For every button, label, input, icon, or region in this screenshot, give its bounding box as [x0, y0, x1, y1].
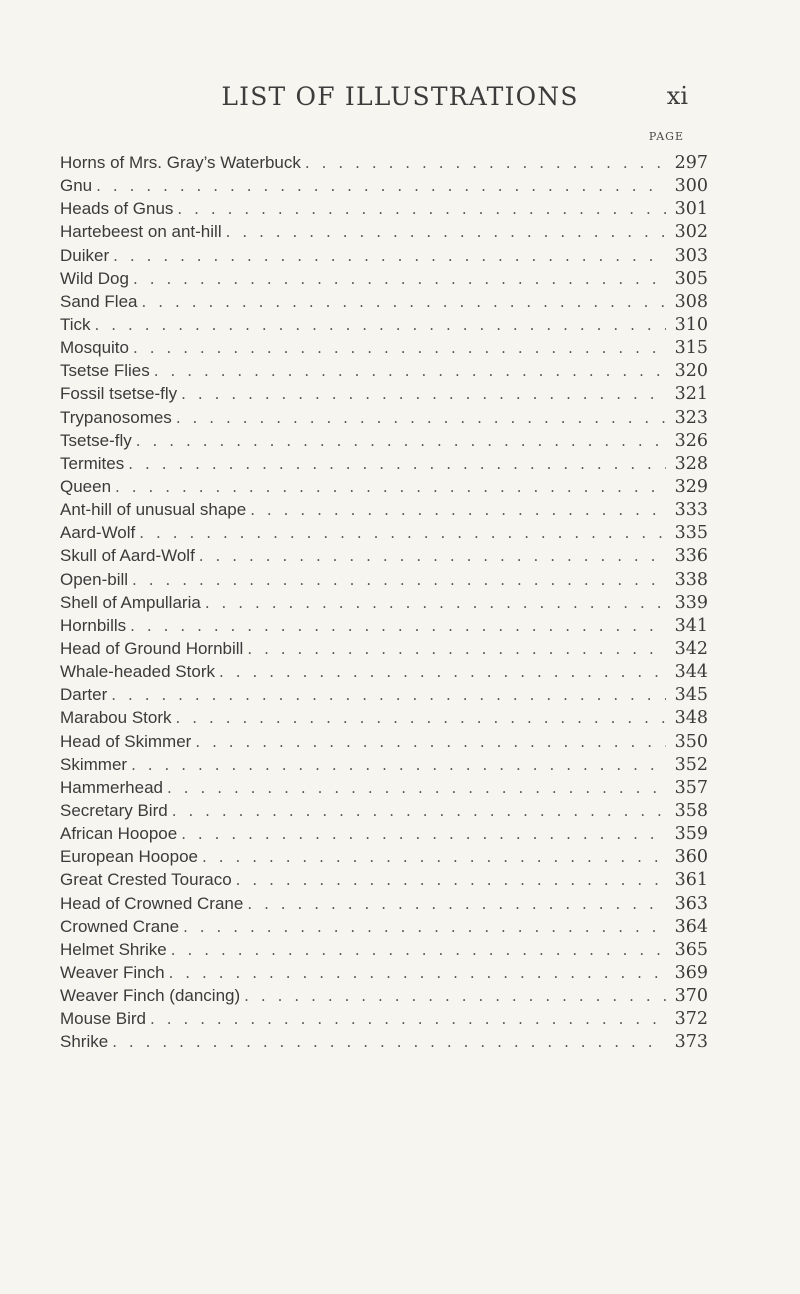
entry-label: Secretary Bird — [60, 800, 168, 820]
entry-label: Head of Crowned Crane — [60, 893, 244, 913]
entry-page-number: 336 — [674, 546, 708, 567]
dot-leader — [154, 360, 666, 383]
entry-page-number: 333 — [674, 500, 708, 521]
dot-leader — [247, 893, 666, 916]
entry-page-number: 329 — [674, 476, 708, 497]
list-item — [60, 382, 708, 405]
entry-label: Aard-Wolf — [60, 523, 136, 543]
list-item — [60, 845, 708, 868]
entry-label: Tick — [60, 314, 91, 334]
list-item — [60, 1007, 708, 1030]
list-item — [60, 244, 708, 267]
list-item — [60, 568, 708, 591]
list-item — [60, 220, 708, 243]
dot-leader — [205, 592, 666, 615]
list-item — [60, 753, 708, 776]
dot-leader — [130, 615, 666, 638]
list-item — [60, 822, 708, 845]
dot-leader — [176, 407, 666, 430]
entry-page-number: 321 — [674, 384, 708, 405]
list-item — [60, 776, 708, 799]
entry-page-number: 352 — [674, 754, 708, 775]
list-item — [60, 868, 708, 891]
list-item — [60, 614, 708, 637]
entry-label: Heads of Gnus — [60, 199, 174, 219]
dot-leader — [247, 638, 666, 661]
list-item — [60, 892, 708, 915]
entry-page-number: 365 — [674, 939, 708, 960]
dot-leader — [181, 823, 666, 846]
dot-leader — [177, 198, 666, 221]
entry-page-number: 342 — [674, 638, 708, 659]
entry-label: Skull of Aard-Wolf — [60, 546, 195, 566]
dot-leader — [133, 337, 666, 360]
dot-leader — [199, 545, 666, 568]
entry-label: Open-bill — [60, 569, 129, 589]
entry-label: European Hoopoe — [60, 847, 199, 867]
list-item — [60, 313, 708, 336]
list-item — [60, 660, 708, 683]
page-column-label: PAGE — [648, 130, 684, 143]
entry-page-number: 339 — [674, 592, 708, 613]
entry-label: African Hoopoe — [60, 824, 178, 844]
entry-page-number: 361 — [674, 870, 708, 891]
entry-page-number: 315 — [674, 338, 708, 359]
entry-page-number: 338 — [674, 569, 708, 590]
list-item — [60, 730, 708, 753]
list-item — [60, 544, 708, 567]
dot-leader — [133, 268, 666, 291]
dot-leader — [167, 777, 666, 800]
dot-leader — [96, 175, 666, 198]
entry-label: Tsetse Flies — [60, 361, 150, 381]
list-item — [60, 174, 708, 197]
entry-page-number: 350 — [674, 731, 708, 752]
entry-page-number: 326 — [674, 430, 708, 451]
entry-label: Hartebeest on ant-hill — [60, 222, 222, 242]
entry-label: Shrike — [60, 1032, 109, 1052]
dot-leader — [219, 661, 666, 684]
dot-leader — [172, 800, 666, 823]
dot-leader — [128, 453, 666, 476]
dot-leader — [250, 499, 666, 522]
dot-leader — [176, 707, 667, 730]
entry-page-number: 373 — [674, 1032, 708, 1053]
entry-page-number: 348 — [674, 708, 708, 729]
dot-leader — [150, 1008, 666, 1031]
illustrations-list — [60, 151, 708, 1053]
list-item — [60, 521, 708, 544]
dot-leader — [181, 383, 666, 406]
entry-page-number: 370 — [674, 986, 708, 1007]
entry-page-number: 320 — [674, 361, 708, 382]
entry-label: Mosquito — [60, 338, 129, 358]
page-header — [0, 82, 800, 122]
list-item — [60, 359, 708, 382]
page-title: LIST OF ILLUSTRATIONS — [221, 82, 579, 111]
list-item — [60, 1030, 708, 1053]
list-item — [60, 452, 708, 475]
dot-leader — [115, 476, 666, 499]
dot-leader — [136, 430, 666, 453]
entry-label: Queen — [60, 476, 112, 496]
entry-page-number: 363 — [674, 893, 708, 914]
entry-label: Skimmer — [60, 754, 128, 774]
entry-label: Helmet Shrike — [60, 939, 167, 959]
list-item — [60, 197, 708, 220]
list-item — [60, 799, 708, 822]
entry-label: Tsetse-fly — [60, 430, 132, 450]
list-item — [60, 290, 708, 313]
dot-leader — [139, 522, 666, 545]
entry-page-number: 364 — [674, 916, 708, 937]
list-item — [60, 938, 708, 961]
list-item — [60, 706, 708, 729]
entry-page-number: 357 — [674, 777, 708, 798]
entry-label: Mouse Bird — [60, 1009, 146, 1029]
dot-leader — [112, 1031, 666, 1054]
entry-page-number: 323 — [674, 407, 708, 428]
list-item — [60, 429, 708, 452]
entry-label: Gnu — [60, 176, 93, 196]
entry-page-number: 303 — [674, 245, 708, 266]
dot-leader — [131, 754, 666, 777]
dot-leader — [169, 962, 666, 985]
list-item — [60, 637, 708, 660]
entry-page-number: 359 — [674, 824, 708, 845]
entry-label: Weaver Finch — [60, 962, 165, 982]
dot-leader — [171, 939, 666, 962]
entry-page-number: 310 — [674, 314, 708, 335]
entry-page-number: 297 — [674, 153, 708, 173]
dot-leader — [305, 152, 666, 175]
entry-label: Ant-hill of unusual shape — [60, 500, 247, 520]
dot-leader — [111, 684, 666, 707]
entry-label: Duiker — [60, 245, 110, 265]
dot-leader — [142, 291, 667, 314]
dot-leader — [113, 245, 666, 268]
entry-page-number: 300 — [674, 176, 708, 197]
entry-page-number: 308 — [674, 291, 708, 312]
entry-label: Hammerhead — [60, 777, 163, 797]
entry-page-number: 301 — [674, 199, 708, 220]
entry-label: Wild Dog — [60, 268, 129, 288]
dot-leader — [195, 731, 666, 754]
entry-label: Trypanosomes — [60, 407, 172, 427]
dot-leader — [95, 314, 666, 337]
entry-label: Hornbills — [60, 615, 127, 635]
list-item — [60, 336, 708, 359]
entry-page-number: 335 — [674, 523, 708, 544]
entry-label: Head of Skimmer — [60, 731, 192, 751]
list-item — [60, 915, 708, 938]
entry-page-number: 302 — [674, 222, 708, 243]
list-item — [60, 591, 708, 614]
entry-label: Darter — [60, 685, 108, 705]
entry-page-number: 360 — [674, 847, 708, 868]
list-item — [60, 267, 708, 290]
list-item — [60, 406, 708, 429]
entry-label: Marabou Stork — [60, 708, 172, 728]
entry-page-number: 369 — [674, 962, 708, 983]
list-item — [60, 984, 708, 1007]
entry-label: Fossil tsetse-fly — [60, 384, 178, 404]
dot-leader — [244, 985, 666, 1008]
entry-page-number: 305 — [674, 268, 708, 289]
dot-leader — [183, 916, 666, 939]
entry-label: Horns of Mrs. Gray’s Waterbuck — [60, 153, 301, 172]
entry-label: Crowned Crane — [60, 916, 180, 936]
entry-page-number: 372 — [674, 1009, 708, 1030]
list-item — [60, 475, 708, 498]
entry-label: Weaver Finch (dancing) — [60, 986, 241, 1006]
entry-label: Whale-headed Stork — [60, 662, 215, 682]
list-item — [60, 498, 708, 521]
entry-label: Termites — [60, 453, 125, 473]
entry-page-number: 344 — [674, 662, 708, 683]
entry-label: Sand Flea — [60, 291, 138, 311]
dot-leader — [132, 569, 666, 592]
entry-page-number: 328 — [674, 453, 708, 474]
entry-page-number: 345 — [674, 685, 708, 706]
entry-page-number: 358 — [674, 800, 708, 821]
list-item — [60, 683, 708, 706]
entry-label: Shell of Ampullaria — [60, 592, 201, 612]
entry-page-number: 341 — [674, 615, 708, 636]
entry-label: Head of Ground Hornbill — [60, 638, 244, 658]
entry-label: Great Crested Touraco — [60, 870, 232, 890]
dot-leader — [236, 869, 666, 892]
page-number: xi — [666, 82, 688, 110]
list-item — [60, 961, 708, 984]
list-item — [60, 151, 708, 174]
dot-leader — [202, 846, 666, 869]
dot-leader — [226, 221, 666, 244]
